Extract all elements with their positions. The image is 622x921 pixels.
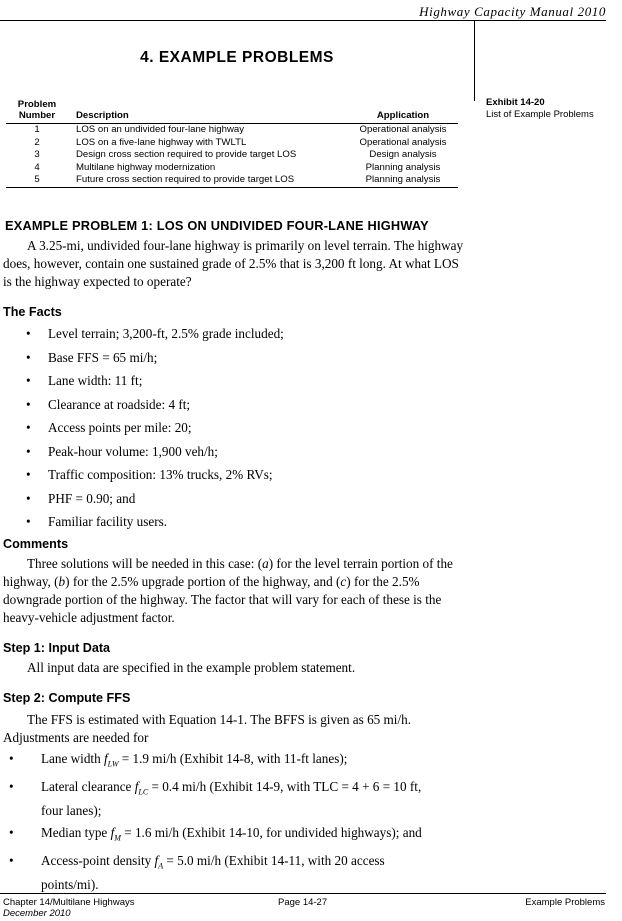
adjustment-symbol: f	[104, 751, 108, 766]
adjustment-value: = 5.0 mi/h (Exhibit 14-11, with 20 access points/mi).	[41, 853, 385, 893]
exhibit-number: Exhibit 14-20	[486, 97, 545, 108]
column-header-number-line1: Problem	[17, 99, 57, 110]
facts-heading: The Facts	[3, 305, 62, 319]
list-item	[24, 396, 284, 420]
exhibit-title: List of Example Problems	[486, 109, 594, 120]
list-item	[24, 466, 284, 490]
adjustment-subscript: M	[114, 833, 121, 843]
column-header-number	[6, 99, 68, 124]
problem-number-cell: 4	[34, 161, 40, 173]
example-problem-heading: EXAMPLE PROBLEM 1: LOS ON UNDIVIDED FOUR-LANE HIGHWAY	[5, 218, 429, 233]
fact-text: Familiar facility users.	[48, 514, 168, 529]
adjustment-label: Access-point density	[41, 853, 155, 869]
adjustment-label: Lateral clearance	[41, 779, 135, 795]
comments-heading: Comments	[3, 537, 69, 551]
adjustment-value: = 1.6 mi/h (Exhibit 14-10, for undivided highways); and	[120, 825, 422, 841]
bullet-icon: •	[9, 825, 14, 841]
fact-text: Level terrain; 3,200-ft, 2.5% grade included;	[48, 326, 284, 341]
list-item	[24, 513, 284, 537]
adjustment-subscript: A	[158, 862, 164, 872]
application-cell: Planning analysis	[365, 161, 441, 173]
list-item	[3, 778, 443, 820]
comments-label-b: b	[58, 574, 66, 589]
table-row	[6, 149, 458, 162]
fact-text: PHF = 0.90; and	[48, 490, 136, 506]
comments-text: ) for the level terrain portion of the highway, (	[3, 556, 453, 589]
step2-heading: Step 2: Compute FFS	[3, 691, 131, 705]
adjustment-label: Lane width	[41, 751, 104, 766]
adjustment-symbol: f	[154, 853, 159, 869]
description-cell: Future cross section required to provide target LOS	[68, 174, 348, 187]
header-rule	[0, 20, 606, 21]
application-cell: Operational analysis	[359, 124, 447, 135]
footer-rule	[0, 893, 606, 894]
list-item	[24, 372, 284, 396]
description-cell: LOS on a five-lane highway with TWLTL	[76, 136, 247, 148]
exhibit-caption	[486, 97, 594, 121]
list-item	[3, 750, 443, 774]
problem-intro: A 3.25-mi, undivided four-lane highway is primarily on level terrain. The highway does, however, contain one sustained grade of 2.5% that is 3,200 ft long. At what LOS is the highway expected to operate?	[3, 238, 464, 289]
bullet-icon: •	[9, 853, 14, 869]
description-cell: Multilane highway modernization	[76, 161, 216, 173]
problem-number-cell: 3	[34, 149, 40, 160]
bullet-icon: •	[26, 420, 31, 435]
description-cell: Design cross section required to provide target LOS	[76, 149, 297, 160]
table-row	[6, 162, 458, 175]
fact-text: Lane width: 11 ft;	[48, 373, 143, 388]
chapter-heading: 4. EXAMPLE PROBLEMS	[140, 49, 334, 66]
fact-text: Traffic composition: 13% trucks, 2% RVs;	[48, 467, 273, 482]
column-header-application: Application	[348, 99, 458, 124]
list-item	[3, 824, 443, 848]
column-header-number-line2: Number	[18, 110, 56, 121]
table-row	[6, 124, 458, 137]
adjustment-subscript: LW	[107, 759, 119, 769]
bullet-icon: •	[26, 514, 31, 529]
comments-label-c: c	[340, 574, 347, 589]
margin-rule	[474, 20, 475, 101]
list-item	[24, 419, 284, 443]
list-item	[24, 490, 284, 514]
problem-number-cell: 2	[34, 136, 40, 148]
table-row	[6, 137, 458, 150]
column-header-description: Description	[68, 99, 348, 124]
bullet-icon: •	[26, 326, 31, 341]
application-cell: Operational analysis	[359, 136, 447, 148]
fact-text: Clearance at roadside: 4 ft;	[48, 396, 191, 412]
footer-chapter: Chapter 14/Multilane Highways	[3, 897, 135, 908]
comments-text: ) for the 2.5% upgrade portion of the highway, and (	[65, 574, 341, 589]
problem-number-cell: 1	[34, 124, 40, 135]
adjustment-label: Median type	[41, 825, 111, 841]
example-problems-table	[6, 99, 458, 188]
comments-paragraph	[3, 555, 465, 627]
bullet-icon: •	[9, 751, 14, 766]
running-title: Highway Capacity Manual 2010	[419, 4, 606, 19]
application-cell: Design analysis	[369, 149, 437, 160]
footer-page-number: Page 14-27	[278, 897, 328, 908]
comments-text: Three solutions will be needed in this case: (	[27, 556, 263, 571]
list-item	[24, 443, 284, 467]
bullet-icon: •	[26, 349, 31, 365]
adjustment-value: = 0.4 mi/h (Exhibit 14-9, with TLC = 4 + 6 = 10 ft, four lanes);	[41, 779, 422, 818]
description-cell: LOS on an undivided four-lane highway	[76, 124, 245, 135]
list-item	[24, 325, 284, 349]
footer-section: Example Problems	[525, 897, 605, 908]
fact-text: Access points per mile: 20;	[48, 420, 192, 435]
comments-label-a: a	[262, 556, 269, 571]
adjustment-symbol: f	[110, 825, 115, 841]
adjustment-value: = 1.9 mi/h (Exhibit 14-8, with 11-ft lanes);	[118, 751, 348, 766]
list-item	[24, 349, 284, 373]
step2-text: The FFS is estimated with Equation 14-1. The BFFS is given as 65 mi/h. Adjustments are needed for	[3, 712, 412, 745]
application-cell: Planning analysis	[348, 174, 458, 187]
problem-number-cell: 5	[6, 174, 68, 187]
bullet-icon: •	[26, 467, 31, 482]
bullet-icon: •	[9, 779, 14, 795]
step1-text: All input data are specified in the example problem statement.	[27, 660, 356, 675]
fact-text: Peak-hour volume: 1,900 veh/h;	[48, 443, 218, 459]
table-header-row	[6, 99, 458, 124]
adjustment-subscript: LC	[138, 787, 149, 797]
adjustments-list	[3, 750, 443, 899]
fact-text: Base FFS = 65 mi/h;	[48, 349, 158, 365]
facts-list	[24, 325, 284, 537]
bullet-icon: •	[26, 396, 31, 412]
bullet-icon: •	[26, 490, 31, 506]
bullet-icon: •	[26, 443, 31, 459]
comments-text: ) for the 2.5% downgrade portion of the highway. The factor that will vary for each of these is the heavy-vehicle adjustment factor.	[3, 574, 442, 625]
adjustment-symbol: f	[134, 779, 139, 795]
footer-date: December 2010	[3, 908, 71, 919]
list-item	[3, 852, 443, 894]
table-row	[6, 174, 458, 187]
bullet-icon: •	[26, 373, 31, 388]
step1-heading: Step 1: Input Data	[3, 641, 111, 655]
